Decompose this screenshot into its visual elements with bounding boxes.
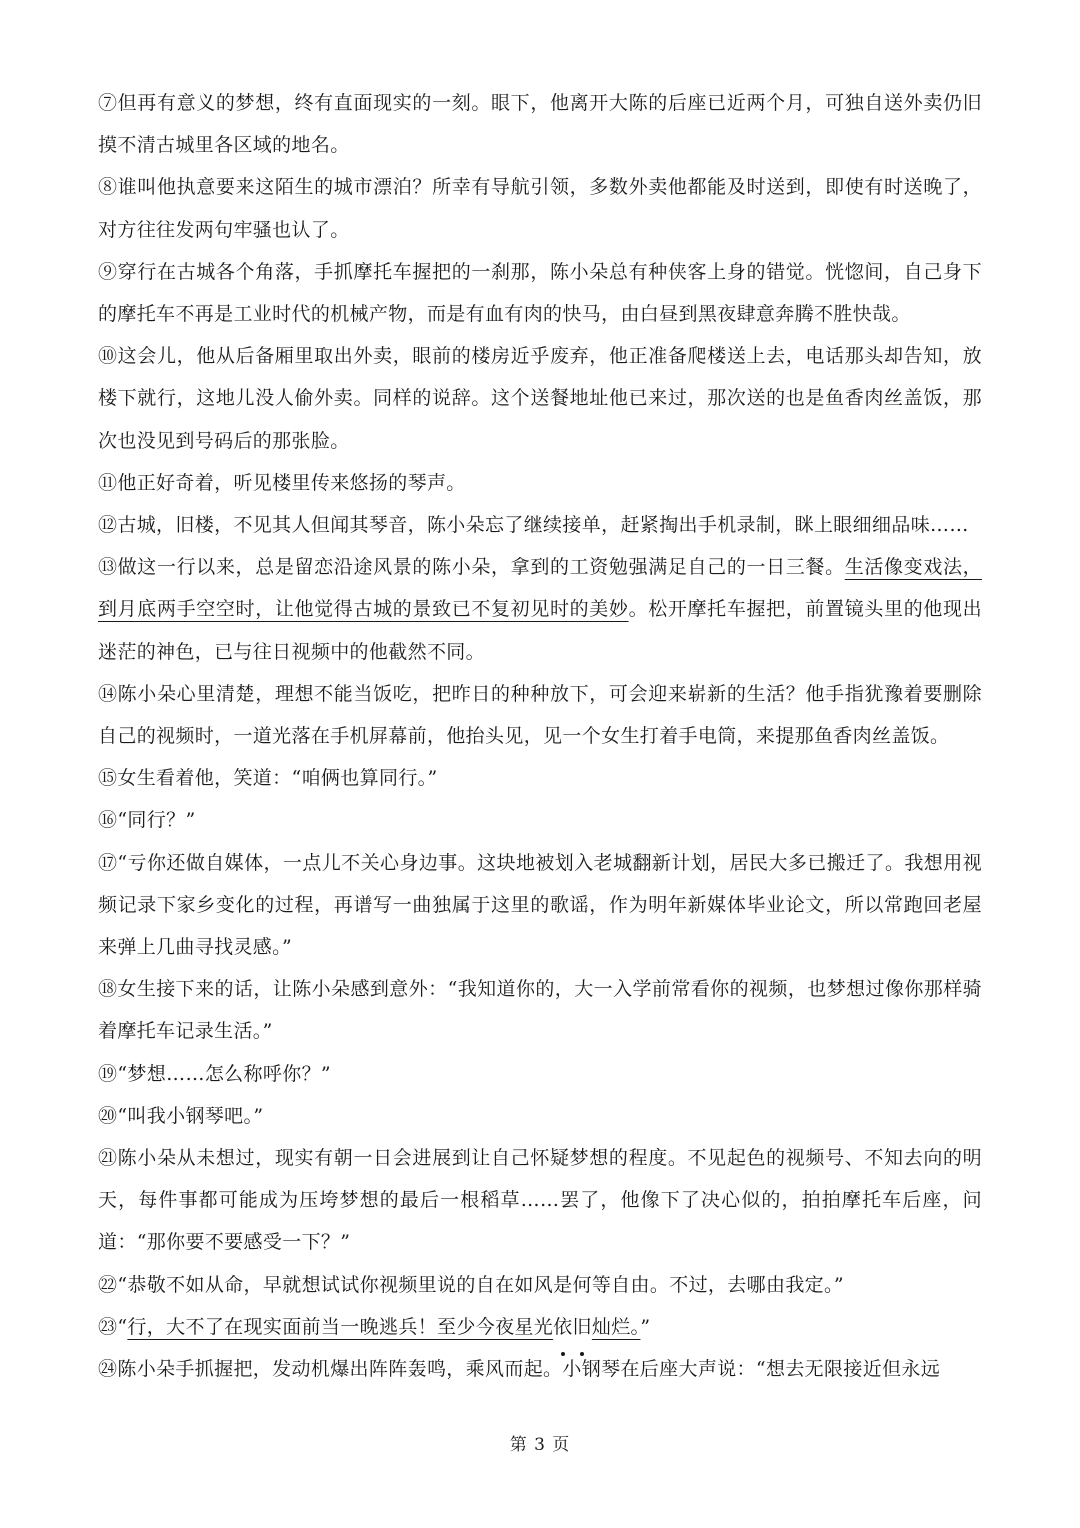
paragraph-8: ⑧谁叫他执意要来这陌生的城市漂泊？所幸有导航引领，多数外卖他都能及时送到，即使有时送晚了，对方往往发两句牢骚也认了。 xyxy=(98,176,982,241)
paragraph-10: ⑩这会儿，他从后备厢里取出外卖，眼前的楼房近乎废弃，他正准备爬楼送上去，电话那头却告知，放楼下就行，这地儿没人偷外卖。同样的说辞。这个送餐地址他已来过，那次送的也是鱼香肉丝盖饭，那次也没见到号码后的那张脸。 xyxy=(98,345,982,452)
paragraph-19: ⑲“梦想……怎么称呼你？” xyxy=(98,1062,331,1085)
document-body xyxy=(98,82,982,1390)
paragraph-23 xyxy=(98,1306,982,1348)
paragraph-14: ⑭陈小朵心里清楚，理想不能当饭吃，把昨日的种种放下，可会迎来崭新的生活？他手指犹豫着要删除自己的视频时，一道光落在手机屏幕前，他抬头见，见一个女生打着手电筒，来提那鱼香肉丝盖饭。 xyxy=(98,682,982,748)
paragraph-15: ⑮女生看着他，笑道：“咱俩也算同行。” xyxy=(98,767,438,790)
underlined-sentence: 生活像变戏法，到月底两手空空时，让他觉得古城的景致已不复初见时的美妙 xyxy=(98,556,982,621)
paragraph-21: ㉑陈小朵从未想过，现实有朝一日会进展到让自己怀疑梦想的程度。不见起色的视频号、不知去向的明天，每件事都可能成为压垮梦想的最后一根稻草……罢了，他像下了决心似的，拍拍摩托车后座，问道：“那你要不要感受一下？” xyxy=(98,1147,982,1254)
underlined-phrase-b: 灿烂。 xyxy=(591,1315,641,1338)
paragraph-24: ㉔陈小朵手抓握把，发动机爆出阵阵轰鸣，乘风而起。小钢琴在后座大声说：“想去无限接近但永远 xyxy=(98,1358,941,1381)
emphasis-dot-char-1: 依 xyxy=(553,1306,572,1348)
paragraph-9: ⑨穿行在古城各个角落，手抓摩托车握把的一刹那，陈小朵总有种侠客上身的错觉。恍惚间，自己身下的摩托车不再是工业时代的机械产物，而是有血有肉的快马，由白昼到黑夜肆意奔腾不胜快哉。 xyxy=(98,260,982,326)
underlined-phrase xyxy=(127,1316,640,1338)
paragraph-13-lead: ⑬做这一行以来，总是留恋沿途风景的陈小朵，拿到的工资勉强满足自己的一日三餐。 xyxy=(98,556,845,579)
paragraph-16: ⑯“同行？” xyxy=(98,809,196,832)
underlined-phrase-a: 行，大不了在现实面前当一晚逃兵！至少今夜星光 xyxy=(127,1315,554,1338)
paragraph-7: ⑦但再有意义的梦想，终有直面现实的一刻。眼下，他离开大陈的后座已近两个月，可独自送外卖仍旧摸不清古城里各区域的地名。 xyxy=(98,92,982,157)
paragraph-23-close-quote: ” xyxy=(640,1315,651,1338)
paragraph-22: ㉒“恭敬不如从命，早就想试试你视频里说的自在如风是何等自由。不过，去哪由我定。” xyxy=(98,1273,844,1296)
paragraph-20: ⑳“叫我小钢琴吧。” xyxy=(98,1104,264,1127)
paragraph-13-tail: 。松开摩托车握把，前置镜头里的他现出迷茫的神色，已与往日视频中的他截然不同。 xyxy=(98,598,982,663)
paragraph-12: ⑫古城，旧楼，不见其人但闻其琴音，陈小朵忘了继续接单，赶紧掏出手机录制，眯上眼细细品味…… xyxy=(98,514,969,537)
paragraph-23-open-quote: ㉓“ xyxy=(98,1315,128,1338)
paragraph-17: ⑰“亏你还做自媒体，一点儿不关心身边事。这块地被划入老城翻新计划，居民大多已搬迁了。我想用视频记录下家乡变化的过程，再谱写一曲独属于这里的歌谣，作为明年新媒体毕业论文，所以常跑回老屋来弹上几曲寻找灵感。” xyxy=(98,851,982,959)
paragraph-18: ⑱女生接下来的话，让陈小朵感到意外：“我知道你的，大一入学前常看你的视频，也梦想过像你那样骑着摩托车记录生活。” xyxy=(98,978,982,1043)
paragraph-13 xyxy=(98,546,982,673)
emphasis-dot-char-2: 旧 xyxy=(572,1306,591,1348)
page-number: 第 3 页 xyxy=(509,1435,571,1455)
paragraph-11: ⑪他正好奇着，听见楼里传来悠扬的琴声。 xyxy=(98,471,466,494)
